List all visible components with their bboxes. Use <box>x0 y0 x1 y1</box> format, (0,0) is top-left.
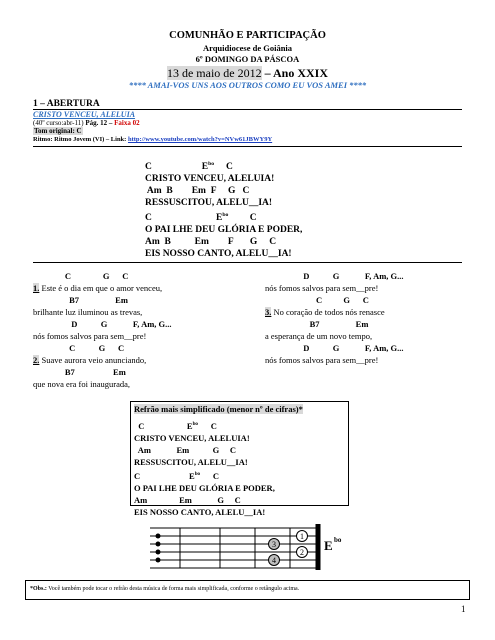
open-string-dots <box>156 534 161 563</box>
footer-note <box>30 586 299 592</box>
refrain-line-3: O PAI LHE DEU GLÓRIA E PODER, <box>145 225 303 236</box>
refrain-line-4: EIS NOSSO CANTO, ALELU__IA! <box>145 249 292 260</box>
refrain-chords-3: C $E^{bo}$ C <box>145 212 257 224</box>
refrain-line-2: RESSUSCITOU, ALELU__IA! <box>145 198 273 209</box>
song-ref-course: (40º curso:abr-11) <box>33 119 86 127</box>
verses-divider <box>33 262 462 263</box>
verse-line: nós fomos salvos para sem__pre! <box>265 283 379 293</box>
rhythm-label: Ritmo: Ritmo Jovem (VI) – Link: <box>33 136 128 143</box>
song-title: CRISTO VENCEU, ALELUIA <box>33 110 136 119</box>
verse-chords: D G F, Am, G... <box>265 271 404 281</box>
footer-note-label: *Obs.: <box>30 586 47 592</box>
verses-left <box>33 270 172 390</box>
rhythm-line <box>33 136 272 143</box>
simple-chords-1: C $E^{bo}$ C <box>134 420 217 431</box>
song-ref-page: Pág. 12 – <box>85 119 115 127</box>
chord-name-sup: bo <box>334 536 342 544</box>
section-heading: 1 – ABERTURA <box>33 99 100 109</box>
chord-diagram <box>150 522 350 572</box>
chord-name: E <box>324 538 333 553</box>
verse-chords: B7 Em <box>265 319 369 329</box>
simple-line-1: CRISTO VENCEU, ALELUIA! <box>134 432 250 443</box>
verse-line: a esperança de um novo tempo, <box>265 331 373 341</box>
bulletin-title: COMUNHÃO E PARTICIPAÇÃO <box>169 30 326 41</box>
verse-chords: B7 Em <box>33 367 126 377</box>
song-reference <box>33 119 140 127</box>
finger-2: 2 <box>300 548 304 557</box>
simplified-refrain-body <box>134 418 275 518</box>
verse-number: 1. <box>33 283 40 293</box>
verse-number: 2. <box>33 355 40 365</box>
verse-chords: C G C <box>33 271 129 281</box>
verse-line: nós fomos salvos para sem__pre! <box>33 331 147 341</box>
simple-line-4: EIS NOSSO CANTO, ALELU__IA! <box>134 506 266 517</box>
liturgical-sunday: 6º DOMINGO DA PÁSCOA <box>195 54 300 64</box>
verse-chords: C G C <box>33 343 125 353</box>
original-tone: Tom original: C <box>34 127 82 135</box>
simplified-refrain-heading: Refrão mais simplificado (menor nº de cifras)* <box>134 404 303 414</box>
simple-chords-4: Am Em G C <box>134 494 241 505</box>
refrain-chords-2: Am B Em F G C <box>145 186 250 197</box>
verse-chords: D G F, Am, G... <box>265 343 404 353</box>
refrain-chords-1: C $E^{bo}$ C <box>145 161 233 173</box>
issue-date <box>0 66 495 81</box>
simple-chords-3: C $E^{bo}$ C <box>134 470 219 481</box>
page-number: 1 <box>461 604 466 614</box>
verse-line: que nova era foi inaugurada, <box>33 379 130 389</box>
simple-chords-2: Am Em G C <box>134 444 236 455</box>
simple-line-2: RESSUSCITOU, ALELU__IA! <box>134 456 248 467</box>
verses-right <box>265 270 404 366</box>
refrain-chords-4: Am B Em F G C <box>145 237 277 248</box>
finger-4: 4 <box>272 556 276 565</box>
date-highlight: 13 de maio de 2012 <box>166 66 262 80</box>
refrain-block <box>145 158 302 260</box>
diocese-name: Arquidiocese de Goiânia <box>202 43 293 53</box>
finger-3: 3 <box>272 540 276 549</box>
motto: **** AMAI-VOS UNS AOS OUTROS COMO EU VOS AMEI **** <box>128 80 367 90</box>
verse-line: 3. No coração de todos nós renasce <box>265 307 385 317</box>
simple-line-3: O PAI LHE DEU GLÓRIA E PODER, <box>134 482 275 493</box>
footer-note-text: Você também pode tocar o refrão desta música de forma mais simplificada, conforme o retângulo acima. <box>46 586 300 592</box>
verse-chords: C G C <box>265 295 369 305</box>
verse-line: brilhante luz iluminou as trevas, <box>33 307 143 317</box>
youtube-link[interactable]: http://www.youtube.com/watch?v=NVw61JBWY9Y <box>127 136 273 143</box>
verse-chords: B7 Em <box>33 295 128 305</box>
song-divider <box>33 146 462 147</box>
verse-chords: D G F, Am, G... <box>33 319 172 329</box>
refrain-line-1: CRISTO VENCEU, ALELUIA! <box>145 174 275 185</box>
year-label: – Ano XXIX <box>261 66 328 80</box>
verse-line: 2. Suave aurora veio anunciando, <box>33 355 147 365</box>
verse-number: 3. <box>265 307 272 317</box>
verse-line: nós fomos salvos para sem__pre! <box>265 355 379 365</box>
verse-line: 1. Este é o dia em que o amor venceu, <box>33 283 163 293</box>
song-ref-track: Faixa 02 <box>114 119 140 127</box>
finger-1: 1 <box>300 532 304 541</box>
